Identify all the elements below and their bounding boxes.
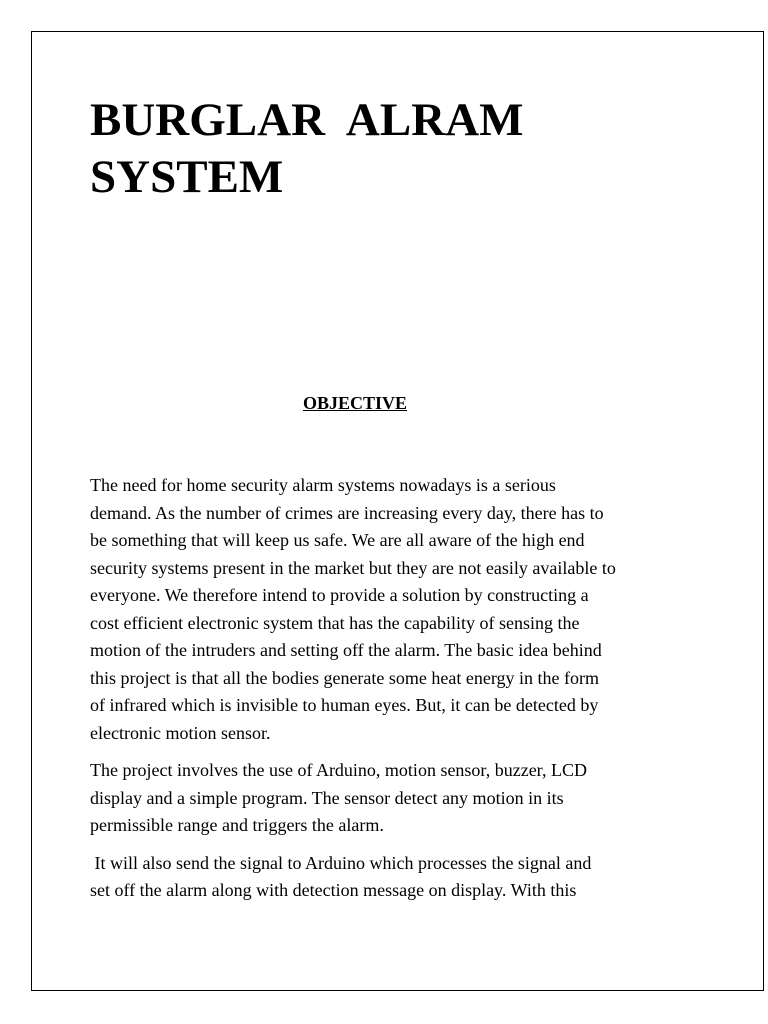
text-line: electronic motion sensor. <box>90 722 271 743</box>
text-line: this project is that all the bodies generate some heat energy in the form <box>90 667 600 688</box>
text-line: everyone. We therefore intend to provide a solution by constructing a <box>90 585 589 605</box>
text-line: The project involves the use of Arduino, motion sensor, buzzer, LCD <box>90 760 587 780</box>
text-line: motion of the intruders and setting off the alarm. The basic idea behind <box>90 640 602 660</box>
text-line: permissible range and triggers the alarm. <box>90 815 384 835</box>
text-line: cost efficient electronic system that has the capability of sensing the <box>90 612 580 633</box>
section-heading-objective: OBJECTIVE <box>302 393 408 413</box>
text-line: The need for home security alarm systems nowadays is a serious <box>90 475 556 495</box>
paragraph-1 <box>90 472 690 747</box>
text-line: display and a simple program. The sensor detect any motion in its <box>90 787 564 808</box>
text-line: be something that will keep us safe. We are all aware of the high end <box>90 530 585 550</box>
text-line: It will also send the signal to Arduino which processes the signal and <box>90 852 592 873</box>
document-body <box>90 472 690 915</box>
text-line: of infrared which is invisible to human eyes. But, it can be detected by <box>90 695 599 715</box>
text-line: demand. As the number of crimes are increasing every day, there has to <box>90 502 604 523</box>
paragraph-3 <box>90 850 690 905</box>
text-line: set off the alarm along with detection message on display. With this <box>90 880 577 900</box>
text-line: security systems present in the market but they are not easily available to <box>90 557 616 578</box>
paragraph-2 <box>90 757 690 840</box>
document-title: BURGLAR ALRAM SYSTEM <box>90 94 524 203</box>
